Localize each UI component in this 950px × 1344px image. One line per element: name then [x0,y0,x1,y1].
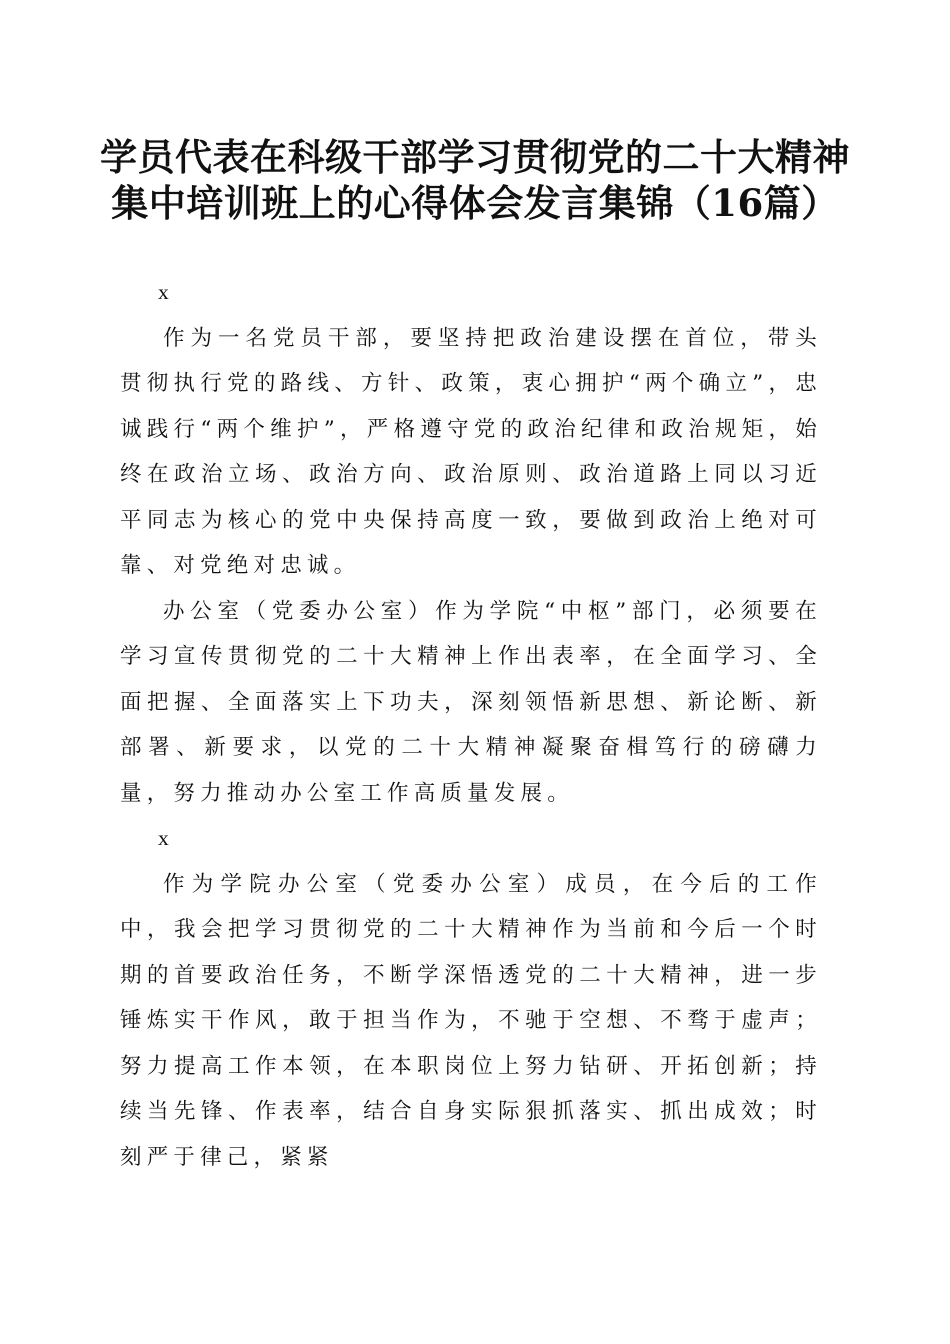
title-line-1: 学员代表在科级干部学习贯彻党的二十大精神 [100,135,850,179]
section-marker-1: x [158,280,169,304]
document-body [120,270,822,1180]
paragraph-1: 作为一名党员干部，要坚持把政治建设摆在首位，带头贯彻执行党的路线、方针、政策，衷心拥护“两个确立”，忠诚践行“两个维护”，严格遵守党的政治纪律和政治规矩，始终在政治立场、政治方向、政治原则、政治道路上同以习近平同志为核心的党中央保持高度一致，要做到政治上绝对可靠、对党绝对忠诚。 [120,325,822,578]
document-title [60,134,890,226]
paragraph-2: 办公室（党委办公室）作为学院“中枢”部门，必须要在学习宣传贯彻党的二十大精神上作出表率，在全面学习、全面把握、全面落实上下功夫，深刻领悟新思想、新论断、新部署、新要求，以党的二十大精神凝聚奋楫笃行的磅礴力量，努力推动办公室工作高质量发展。 [120,598,822,806]
title-line-2: 集中培训班上的心得体会发言集锦（16篇） [111,181,839,225]
section-marker-2: x [158,826,169,850]
paragraph-3: 作为学院办公室（党委办公室）成员，在今后的工作中，我会把学习贯彻党的二十大精神作为当前和今后一个时期的首要政治任务，不断学深悟透党的二十大精神，进一步锤炼实干作风，敢于担当作为，不驰于空想、不骛于虚声；努力提高工作本领，在本职岗位上努力钻研、开拓创新；持续当先锋、作表率，结合自身实际狠抓落实、抓出成效；时刻严于律己，紧紧 [120,871,822,1170]
